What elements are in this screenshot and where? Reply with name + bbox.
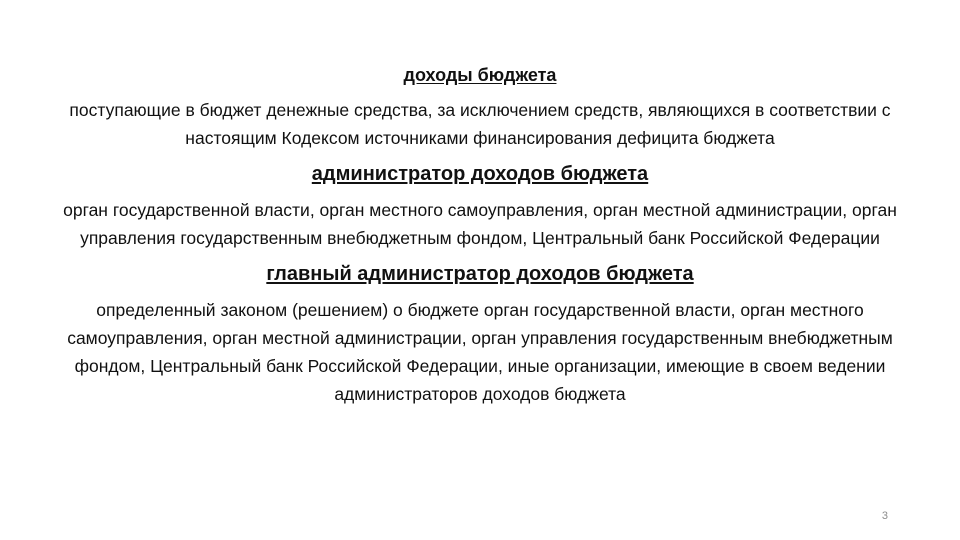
term-title-revenues: доходы бюджета xyxy=(403,65,557,85)
term-title-revenue-administrator: администратор доходов бюджета xyxy=(311,163,649,185)
definition-revenues: поступающие в бюджет денежные средства, за исключением средств, являющихся в соответствии с настоящим Кодексом источниками финансирования дефицита бюджета xyxy=(69,100,891,148)
definition-revenue-administrator: орган государственной власти, орган местного самоуправления, орган местной администрации, орган управления государственным внебюджетным фондом, Центральный банк Российской Федерации xyxy=(63,200,897,248)
definition-chief-revenue-administrator: определенный законом (решением) о бюджете орган государственной власти, орган местного самоуправления, орган местной администрации, орган управления государственным внебюджетным фондом, Центральный банк Российской Федерации, иные организации, имеющие в своем ведении администраторов доходов бюджета xyxy=(67,300,893,404)
page-number: 3 xyxy=(881,510,888,522)
slide-content xyxy=(60,62,900,408)
term-title-chief-revenue-administrator: главный администратор доходов бюджета xyxy=(266,263,694,285)
